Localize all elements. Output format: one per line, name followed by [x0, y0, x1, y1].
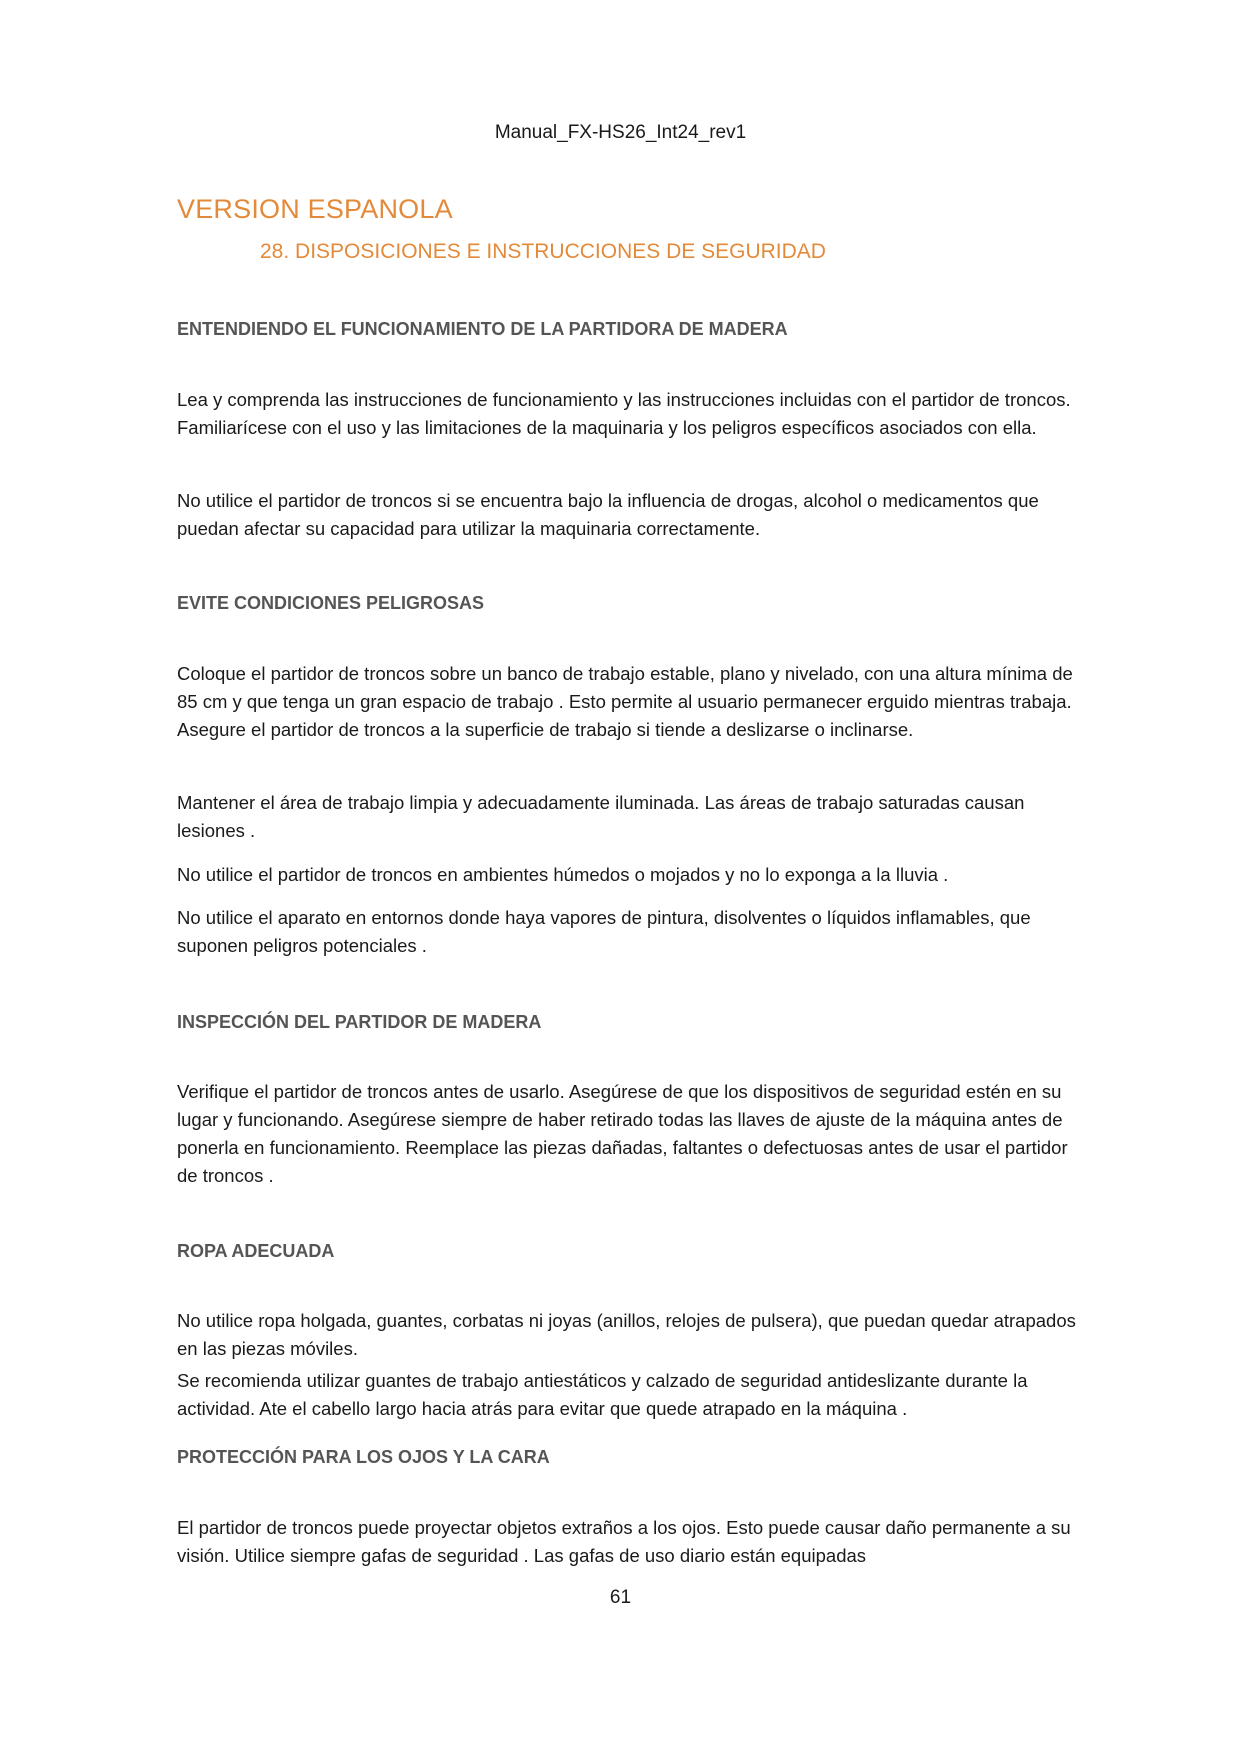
version-title: VERSION ESPANOLA [177, 194, 453, 224]
paragraph: Coloque el partidor de troncos sobre un banco de trabajo estable, plano y nivelado, con una altura mínima de 85 cm y que tenga un gran espacio de trabajo . Esto permite al usuario permanecer erguido mientras trabaja. Asegure el partidor de troncos a la superficie de trabajo si tiende a deslizarse o inclinarse. [177, 663, 1073, 740]
paragraph: Se recomienda utilizar guantes de trabajo antiestáticos y calzado de seguridad antideslizante durante la actividad. Ate el cabello largo hacia atrás para evitar que quede atrapado en la máquina . [177, 1370, 1028, 1419]
section-heading: INSPECCIÓN DEL PARTIDOR DE MADERA [177, 1012, 542, 1032]
paragraph: Verifique el partidor de troncos antes de usarlo. Asegúrese de que los dispositivos de seguridad estén en su lugar y funcionando. Asegúrese siempre de haber retirado todas las llaves de ajuste de la máquina antes de ponerla en funcionamiento. Reemplace las piezas dañadas, faltantes o defectuosas antes de usar el partidor de troncos . [177, 1081, 1068, 1186]
paragraph: Lea y comprenda las instrucciones de funcionamiento y las instrucciones incluidas con el partidor de troncos. Familiarícese con el uso y las limitaciones de la maquinaria y los peligros específicos asociados con ella. [177, 389, 1071, 438]
document-header: Manual_FX-HS26_Int24_rev1 [494, 122, 747, 143]
paragraph: No utilice ropa holgada, guantes, corbatas ni joyas (anillos, relojes de pulsera), que puedan quedar atrapados en las piezas móviles. [177, 1310, 1076, 1359]
paragraph: El partidor de troncos puede proyectar objetos extraños a los ojos. Esto puede causar daño permanente a su visión. Utilice siempre gafas de seguridad . Las gafas de uso diario están equipadas [177, 1517, 1071, 1566]
section-heading: ROPA ADECUADA [177, 1241, 335, 1261]
page-number: 61 [609, 1587, 632, 1608]
section-title: 28. DISPOSICIONES E INSTRUCCIONES DE SEGURIDAD [260, 240, 826, 263]
paragraph: No utilice el aparato en entornos donde haya vapores de pintura, disolventes o líquidos inflamables, que suponen peligros potenciales . [177, 907, 1031, 956]
section-heading: EVITE CONDICIONES PELIGROSAS [177, 593, 485, 613]
paragraph: No utilice el partidor de troncos en ambientes húmedos o mojados y no lo exponga a la lluvia . [177, 864, 949, 885]
paragraph: No utilice el partidor de troncos si se encuentra bajo la influencia de drogas, alcohol o medicamentos que puedan afectar su capacidad para utilizar la maquinaria correctamente. [177, 490, 1039, 539]
section-heading: PROTECCIÓN PARA LOS OJOS Y LA CARA [177, 1447, 550, 1467]
paragraph: Mantener el área de trabajo limpia y adecuadamente iluminada. Las áreas de trabajo saturadas causan lesiones . [177, 792, 1025, 841]
section-heading: ENTENDIENDO EL FUNCIONAMIENTO DE LA PARTIDORA DE MADERA [177, 319, 788, 339]
